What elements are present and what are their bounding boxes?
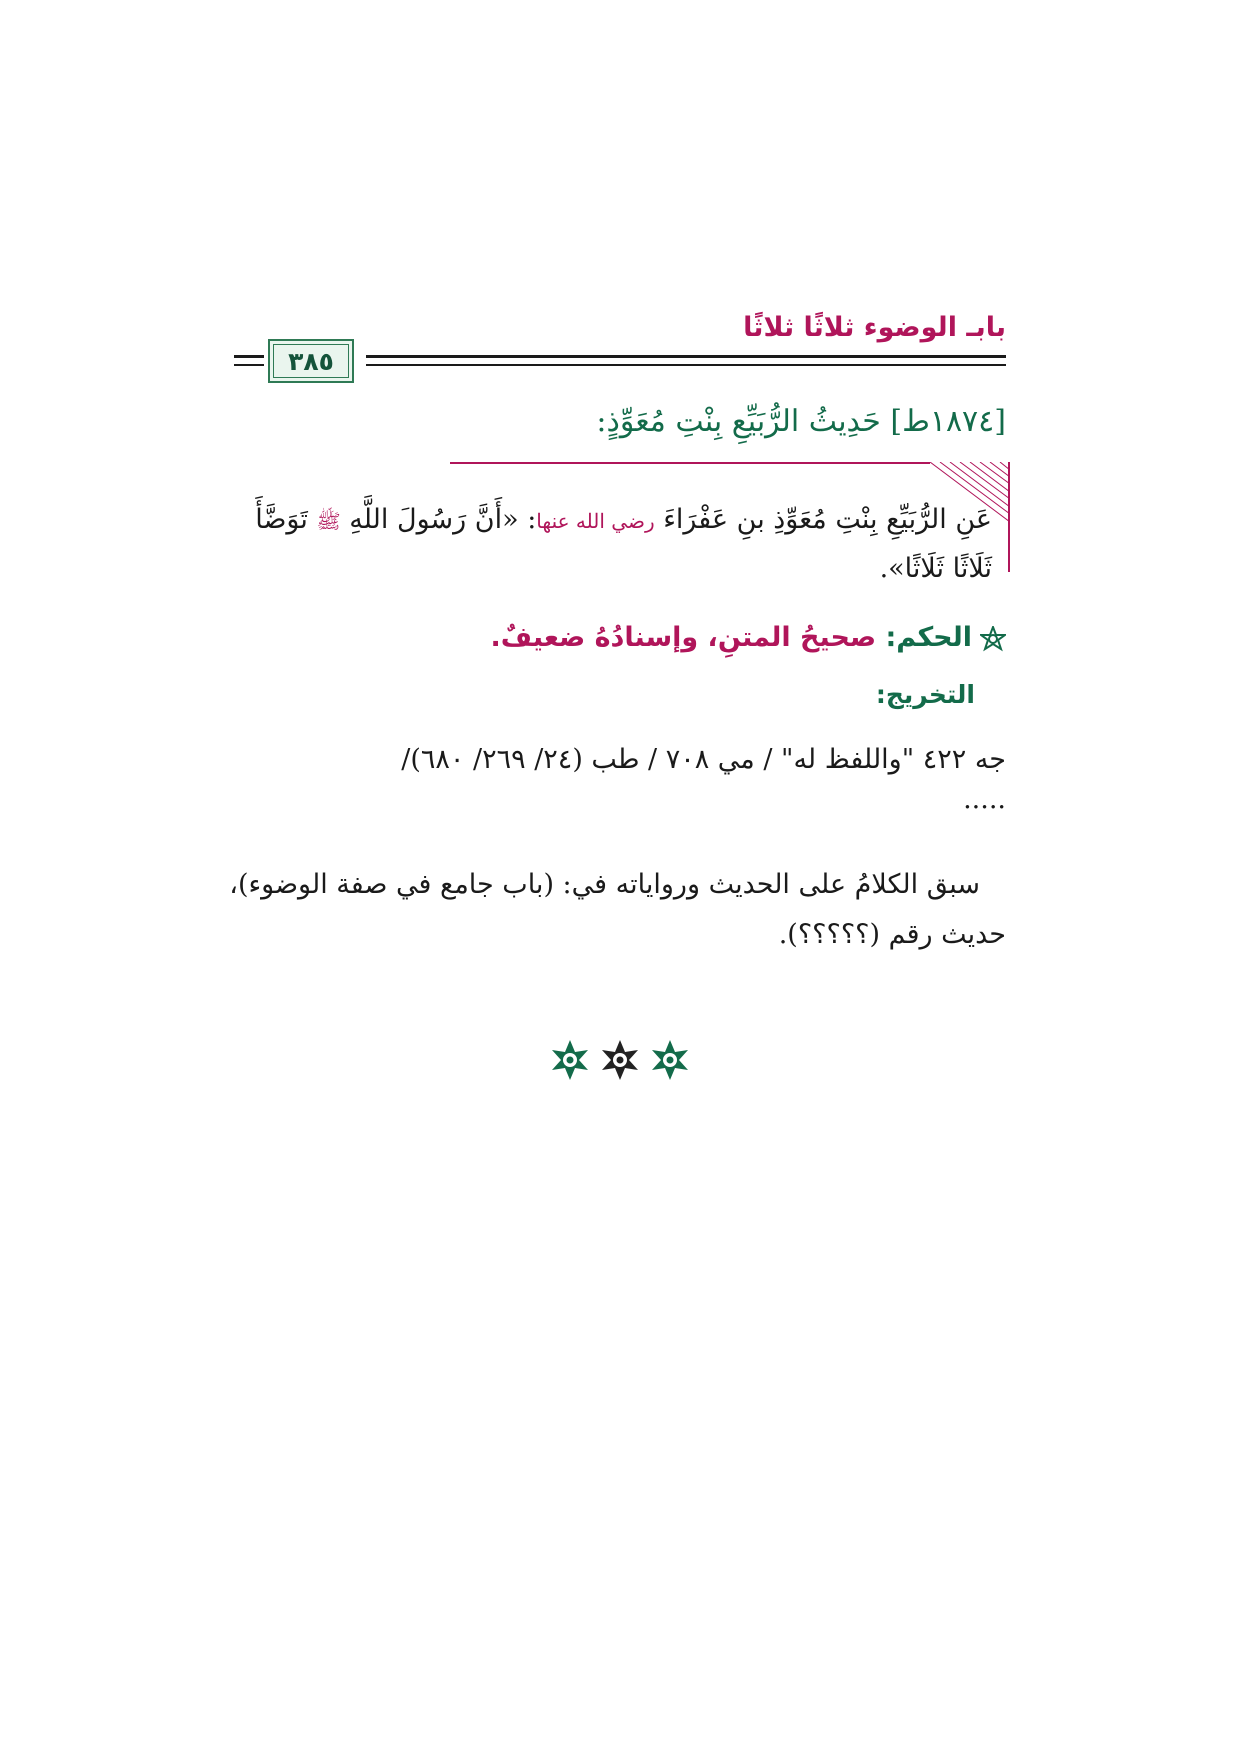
hadith-text-part1: عَنِ الرُّبَيِّعِ بِنْتِ مُعَوِّذِ بنِ عَفْرَاءَ [654,504,992,535]
takhrij-line-1: جه ٤٢٢ "واللفظ له" / مي ٧٠٨ / طب (٢٤/ ٢٦٩/ ٦٨٠)/ [401,744,1006,775]
hadith-text-part3: تَوَضَّأَ ثَلَاثًا ثَلَاثًا». [255,504,992,584]
header-rule-top [366,355,1006,358]
hadith-text-part2: : «أَنَّ رَسُولَ اللَّهِ [340,504,537,535]
flower-ornament-icon [550,1040,590,1080]
ruling-line [490,622,1006,653]
honorific-salla: ﷺ [316,509,341,533]
header-rule-bottom [366,364,1006,366]
flower-ornament-icon [600,1040,640,1080]
honorific-radiya: رضي الله عنها [536,509,655,533]
flower-ornament-icon [650,1040,690,1080]
chapter-title: بابـ الوضوء ثلاثًا ثلاثًا [743,312,1006,343]
hadith-frame-top-line [450,462,930,464]
header-rule-left-top [234,355,264,358]
takhrij-line-2: ..... [963,784,1006,815]
flower-ornament-icon [980,626,1006,652]
ruling-value: صحيحُ المتنِ، وإسنادُهُ ضعيفٌ. [490,622,877,653]
hadith-heading: [١٨٧٤ط] حَدِيثُ الرُّبَيِّعِ بِنْتِ مُعَوِّذٍ: [596,404,1006,439]
takhrij-label: التخريج: [875,680,975,709]
page-number-frame [268,339,354,383]
section-end-ornaments [550,1040,690,1084]
header-rule-left-bottom [234,364,264,366]
hadith-body [232,496,992,593]
ruling-label: الحكم: [885,622,972,653]
page-number: ٣٨٥ [288,346,334,376]
cross-reference-note: سبق الكلامُ على الحديث ورواياته في: (باب جامع في صفة الوضوء)، حديث رقم (؟؟؟؟؟). [229,869,1006,950]
